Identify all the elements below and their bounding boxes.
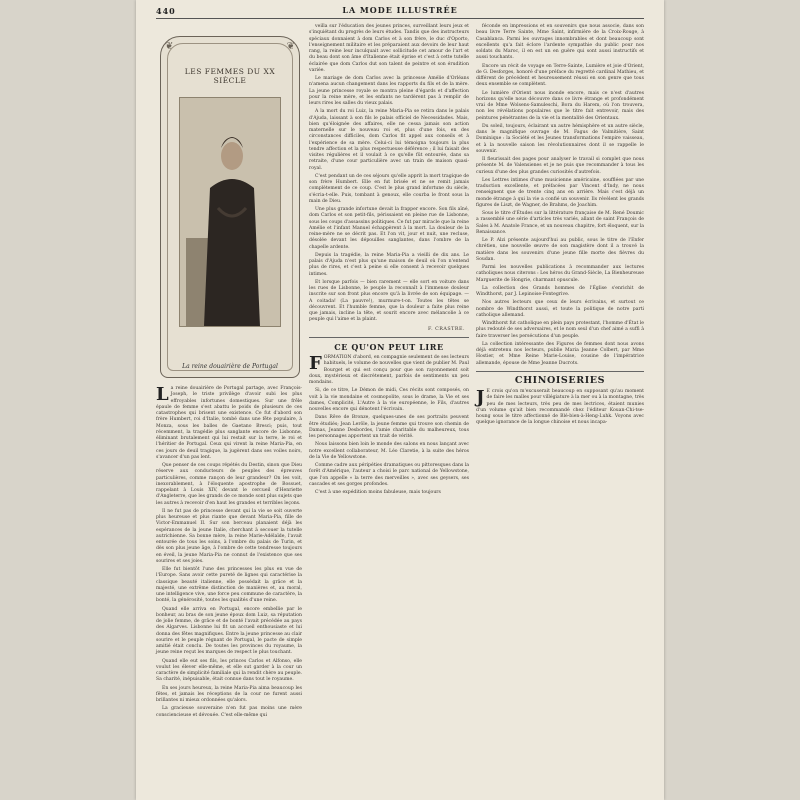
paragraph: a reine douairière de Portugal partage, avec François-Joseph, le triste privilège d'avoir subi les plus effroyables infortunes domestiques. Sur une frêle épaule de femme s'est abattu le poids de plusieurs de ces catastrophes qui brisent une existence. Ce fut d'abord son frère Humbert, roi d'Italie, tombé dans une fête populaire, à Monza, sous les balles de Gaetano Bresci; puis, tout récemment, la tragédie plus sanglante encore de Lisbonne, éliminant brutalement qui lui restait sur la terre, le roi et l'héritier de Portugal. Ceux qui virent la reine Maria-Pia, en ces jours de deuil tragique, la jugèrent dans ses voiles noirs, s'avancer d'un pas lent. (156, 386, 302, 460)
section-title-reading: CE QU'ON PEUT LIRE (334, 341, 444, 352)
paragraph: La collection intéressante des Figures de femmes dont nous avons déjà entretenu nos lecteurs, publie Maria Jeanne Colbert, par Mme Hostier, et Mme Reine Marie-Louise, cousine de l'impératrice allemande, épouse de Mme Jeanne Ducrots. (476, 341, 644, 366)
paragraph: Comme cadre aux péripéties dramatiques ou pittoresques dans la forêt d'Amérique, l'auteur a choisi le parc national de Yellowstone, que l'on appelle « la terre des merveilles », avec ses geysers, ses cascades et ses gorges profondes. (309, 463, 469, 487)
column-right (476, 24, 644, 429)
paragraph: Nos autres lecteurs que ceux de leurs écrivains, et surtout ce nombre de Windthorst aussi, et toute la politique de notre parti catholique allemand. (476, 300, 644, 318)
portrait-frame (160, 36, 300, 378)
header-rule (156, 18, 644, 19)
publication-title: LA MODE ILLUSTRÉE (342, 5, 458, 15)
paragraph: C'est pendant un de ces séjours qu'elle apprit la mort tragique de son frère Humbert. Elle en fut brisée et ne se remit jamais complètement de ce coup. C'est le plus grand infortune du siècle, s'écria-t-elle. Puis, tombant à genoux, elle courba le front sous la main de Dieu. (309, 173, 469, 204)
series-banner: LES FEMMES DU XX SIÈCLE (184, 67, 276, 85)
column-middle (309, 24, 469, 498)
paragraph: Le lumière d'Orient nous inonde encore, mais ce n'est d'autres horizons qu'elle nous découvre dans ce livre étrange et profondément vrai de Mme Wolsens-Samuleschi, Bora du Harem, où l'on trouvera, non les révélations populaires que le titre fait entrevoir, mais des peintures pénétrantes de la vie et la mentalité des Orientaux. (476, 90, 644, 121)
paragraph: Dans Rêve de Bronze, quelques-unes de ses portraits peuvent être étudiés; Jean Lerôle, la jeune femme qui trouve son chemin de Damas, Jeanne Desbordes, l'amie charitable du malheureux, tous les personnages apportent un trait de vérité. (309, 415, 469, 439)
paragraph: Si, de ce titre, Le Démon de midi, Ces récits sont composés, on voit à la vie mondaine et cosmopolite, sous le drame, la Vie et ses dames, Complicité, L'Autre à la vie européenne, le Fils, d'autres nouvelles encore qui dénotent l'écrivain. (309, 388, 469, 412)
paragraph: Du soleil, toujours, éclairant un autre hémisphère et un autre siècle, dans le magnifique ouvrage de M. Fagus de Valmitière, Saint Dominique : la Société et les Jeunes transformations l'empire vaisseau, et à la nouvelle saison les révolutionnaires dont il se rappelle le souvenir. (476, 123, 644, 154)
paragraph: Quand elle arriva en Portugal, encore embellie par le bonheur, au bras de son jeune époux dom Luiz, sa réputation de jolie femme, de grâce et de bonté l'avait précédée au pays des Algarves. Lisbonne lui fit un accueil enthousiaste et lui donna des fêtes magnifiques. Entre la jeune princesse au clair sourire et le peuple régnant de Portugal, le pacte de simple amitié était conclu. De toutes les provinces du royaume, la jeune reine reçut les marques de respect le plus touchant. (156, 606, 302, 656)
paragraph: veilla sur l'éducation des jeunes princes, surveillant leurs jeux et s'inquiétant du progrès de leurs études. Tandis que des instructeurs spéciaux donnaient à dom Carlos et à son frère, le duc d'Oporto, l'enseignement militaire et les préparaient aux devoirs de leur haut rang, la reine leur inculquait avec sollicitude cet amour de l'art et du beau dont son âme d'Italienne était éprise et c'est à cette tutelle éclairée que dom Carlos dut son talent de peintre et son érudition variée. (309, 24, 469, 73)
section-title-chinoiseries: CHINOISERIES (514, 374, 606, 386)
paragraph: Le mariage de dom Carlos avec la princesse Amélie d'Orléans n'amena aucun changement dans les rapports du fils et de la mère. La jeune princesse royale se montra pleine d'égards et d'affection pour la reine mère, et les enfants ne tardèrent pas à remplir de leurs rires les salles du vieux palais. (309, 76, 469, 106)
paragraph: E crois qu'on m'excuserait beaucoup en supposant qu'au moment de faire les malles pour villégiature à la mer ou à la montagne, très peu de mes lecteurs, très peu de mes lectrices, étaient munies d'un volume qu'ait bien recommandé chez l'éditeur Kouan-Chi-tse-houng sous le titre affectionné de Blé-bien-à-Heng-Luhk. Voyons avec quelque ignorance de la longue chinoise et nous incapa- (476, 389, 644, 426)
paragraph: En ses jours heureux, la reine Maria-Pia aima beaucoup les fêtes, et jamais les réceptions de la cour ne furent aussi brillantes ni mieux ordonnées qu'alors. (156, 685, 302, 703)
paragraph: Il fleurissait des pages pour analyser le travail si complet que nous présente M. de Valensienes et je ne puis que recommander à tous les curieux d'une des plus grandes curiosités d'autrefois. (476, 157, 644, 175)
paragraph: Une plus grande infortune devait la frapper encore. Son fils aîné, dom Carlos et son petit-fils, périssaient en pleine rue de Lisbonne, sous les coups d'assassins politiques. Ce fut par miracle que la reine Amélie et l'infant Manuel échappèrent à la mort. La douleur de la reine-mère ne se décrit pas. Et l'on vit, jour et nuit, une recluse, désolée devant les dépouilles sanglantes, dans l'ombre de la chapelle ardente. (309, 207, 469, 250)
paragraph: Les Lettres intimes d'une musicienne américaine, soufflées par une traduction excellente, et préfacées par Vincent d'Indy, ne nous renseignent que de trente cinq ans en arrière. Mais c'est déjà un monde étrange à qui la vie a confié un souvenir. Ils révèlent les grands figures de Liszt, de Wagner, de Brahms, de Joachim. (476, 177, 644, 208)
paragraph: Encore un récit de voyage en Terre-Sainte, Lumière et joie d'Orient, de G. Desforges, honoré d'une préface du regretté cardinal Mathieu, et différent de précédent et heureusement réussi en son genre que tous deux ensemble se complètent. (476, 63, 644, 88)
dropcap-f: F (309, 353, 322, 374)
paragraph: ORMATION d'abord, en compagnie seulement de ses lecteurs habituels, le volume de nouvelles que vient de publier M. Paul Bourget et qui est conçu pour que son rayonnement soit doux, mystérieux et discrètement, parfois de sentiments un peu mondains. (309, 355, 469, 385)
paragraph: Depuis la tragédie, la reine Maria-Pia a vieilli de dix ans. Le palais d'Ajuda n'est plus qu'une maison de deuil où l'on n'entend plus de rires, et c'est à peine si elle consent à recevoir quelques intimes. (309, 252, 469, 277)
portrait-figure-icon (180, 98, 280, 326)
paragraph: Le P. Alzi présente aujourd'hui au public, sous le titre de l'Enfer chrétien, une nouvelle œuvre de son magistère dont il a trouvé la matière dans les souvenirs d'une jeune fille morte des fièvres du Soudan. (476, 238, 644, 262)
paragraph: Nous laissons bien loin le monde des salons en nous lançant avec notre excellent collaborateur, M. Léo Claretie, à la suite des héros de la Vie de Yellowstone. (309, 442, 469, 460)
paragraph: Sous le titre d'Études sur la littérature française de M. René Doumic a rassemblé une série d'articles très variés, allant de saint François de Sales à M. Anatole France, et un nouveau chapitre, fort éloquent, sur la Renaissance. (476, 211, 644, 235)
paragraph: Elle fut bientôt l'une des princesses les plus en vue de l'Europe. Sans avoir cette pureté de lignes qui caractérise la classique beauté italienne, elle possédait la grâce et la majesté, une extrême distinction de manières et, au moral, une intelligence vive, une force peu commune de caractère, la bonté, la générosité, toutes les qualités d'une reine. (156, 567, 302, 604)
article-reine-body (156, 386, 302, 719)
corner-ornament-icon: ❦ (165, 41, 174, 52)
paragraph: A la mort du roi Luiz, la reine Maria-Pia se retira dans le palais d'Ajuda, laissant à son fils le palais officiel de Necessidades. Mais, bien qu'éloignée des affaires, elle ne cessa jamais son action maternelle sur le nouveau roi et, plus d'une fois, en des circonstances difficiles, dom Carlos fit appel aux conseils et à l'expérience de sa mère. Celui-ci lui témoigna toujours la plus tendre affection et la plus respectueuse déférence ; il lui faisait des visites régulières et il voulait à ce qu'elle fût entourée, dans sa retraite, d'une cour particulière avec un train de maison quasi-royal. (309, 109, 469, 171)
portrait-caption: La reine douairière de Portugal (182, 363, 278, 370)
author-signature: F. CRASTRE. (427, 326, 465, 332)
paragraph: Et lorsque parfois — bien rarement — elle sort en voiture dans les rues de Lisbonne, le peuple la reconnaît à l'immense douleur inscrite sur son front plus encore qu'à la livrée de son équipage. — A coitada! (La pauvre!), murmure-t-on. Toutes les têtes se découvrent. Et l'humble femme, que la douleur a faite plus reine que jamais, incline la tête, et sourit encore avec mélancolie à ce peuple qui l'aime et la plaint. (309, 279, 469, 323)
section-divider (309, 337, 469, 338)
paragraph: Il ne fut pas de princesse devant qui la vie se soit ouverte plus heureuse et plus riante que devant Maria-Pia, fille de Victor-Emmanuel II. Sur son berceau planaient déjà les espérances de la jeune Italie, cherchant à secouer la tutelle autrichienne. Sa bonne mère, la reine Marie-Adélaïde, l'avait entourée de tous les soins, à l'ombre du palais de Turin, et dès son plus jeune âge, à l'ombre de cette tendresse toujours en éveil, la jeune Maria-Pia ne connut de l'existence que ses sourires et ses joies. (156, 508, 302, 564)
paragraph: Que penser de ces coups répétés du Destin, sinon que Dieu réserve aux conducteurs de peuples des épreuves particulières, comme rançon de leur grandeur? On les voit, inexorablement, à l'éloquente apostrophe de Bossuet, rappelant à Louis XIV, devant le cercueil d'Henriette d'Angleterre, que les grands de ce monde sont plus sujets que les autres à recevoir d'en haut les grandes et terribles leçons. (156, 463, 302, 506)
dropcap-j: J (476, 387, 485, 408)
magazine-page (136, 0, 664, 800)
paragraph: Windthorst fut catholique en plein pays protestant, l'homme d'État le plus redouté de ses adversaires, et le nom seul d'un chef aimé a suffi à faire traverser les persécutions d'un peuple. (476, 321, 644, 339)
running-header (156, 5, 644, 19)
paragraph: féconde en impressions et en souvenirs que nous associe, dans son beau livre Terre Sainte, Mme Saint, infirmière de la Croix-Rouge, à Casablanca. Parmi les ouvrages innombrables et dont beaucoup sont excellents qu'a fait éclore l'ardente sympathie du public pour nos soldats du Maroc, il en est un en guère qui sont aussi instructifs et aussi touchants. (476, 24, 644, 61)
paragraph: C'est à une expédition moins fabuleuse, mais toujours (315, 490, 441, 495)
paragraph: La collection des Grands hommes de l'Église s'enrichit de Windthorst, par J. Lepinoise-Fontegrive. (476, 285, 644, 297)
page-number: 440 (156, 6, 176, 16)
section-divider (476, 371, 644, 372)
corner-ornament-icon: ❦ (286, 41, 295, 52)
paragraph: La gracieuse souveraine n'en fut pas moins une mère consciencieuse et dévouée. C'est elle-même qui (156, 706, 302, 718)
queen-portrait-photo (179, 97, 281, 327)
paragraph: Quand elle eut ses fils, les princes Carlos et Alfonso, elle voulut les élever elle-même, et elle sut garder à la cour un caractère de simplicité familiale qui la rendit chère au peuple. Sa charité, inépuisable, était connue dans tout le royaume. (156, 658, 302, 683)
paragraph: Parmi les nouvelles publications à recommander aux lectures catholiques nous citerons : Les héros du Grand-Siècle, La Bienheureuse Marguerite de Hongrie, charmant opuscule. (476, 265, 644, 283)
dropcap-l: L (156, 384, 169, 405)
